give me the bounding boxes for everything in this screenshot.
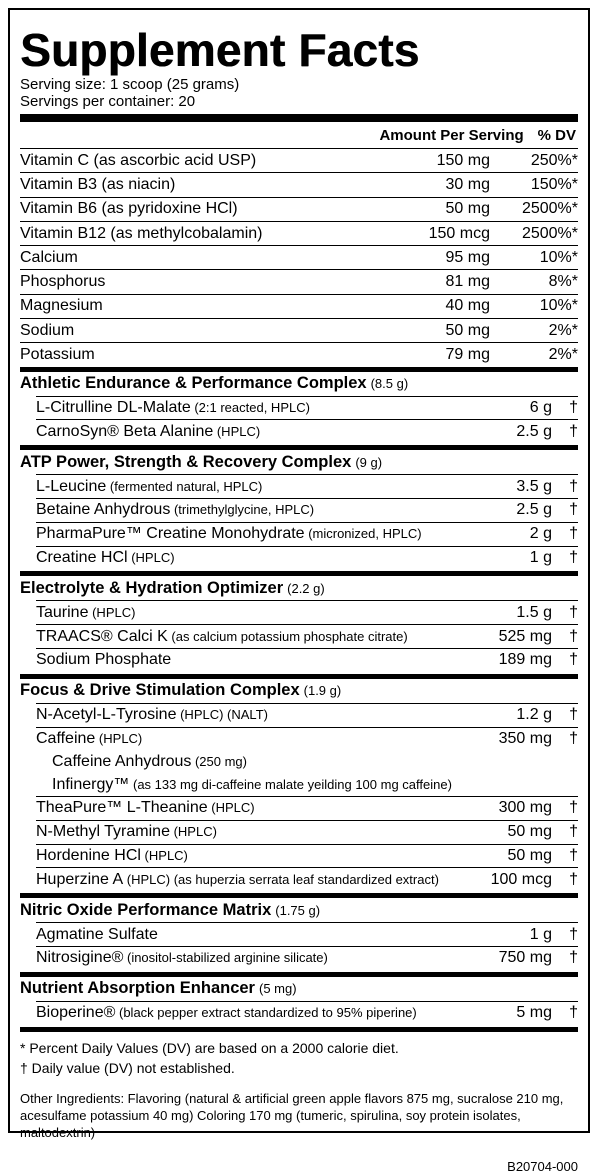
section-title	[20, 372, 578, 396]
ingredient-note: (HPLC) (NALT)	[176, 707, 268, 723]
ingredient-row	[36, 844, 578, 868]
ingredient-row	[36, 703, 578, 727]
section-title	[20, 576, 578, 600]
nutrient-dv: 2500%*	[521, 224, 578, 242]
vitamin-row	[20, 222, 578, 246]
ingredient-note: (HPLC) (as huperzia serrata leaf standardized extract)	[123, 871, 439, 887]
divider-thick	[20, 114, 578, 122]
nutrient-dv: 8%*	[548, 273, 578, 291]
nutrient-amount: 150 mg	[436, 151, 490, 169]
ingredient-dv: †	[569, 627, 578, 645]
ingredient-name: TRAACS® Calci K	[36, 627, 168, 645]
ingredient-note: (HPLC)	[207, 800, 255, 816]
nutrient-amount: 50 mg	[445, 200, 490, 218]
nutrient-dv: 10%*	[539, 248, 578, 266]
nutrient-amount: 50 mg	[445, 321, 490, 339]
ingredient-row	[36, 820, 578, 844]
ingredient-amount: 1.5 g	[516, 603, 552, 621]
ingredient-amount: 3.5 g	[516, 477, 552, 495]
ingredient-name-cell	[36, 423, 452, 441]
section-title	[20, 679, 578, 703]
nutrient-name: Vitamin B6 (as pyridoxine HCl)	[20, 200, 238, 218]
ingredient-row	[52, 773, 578, 796]
ingredient-name: PharmaPure™ Creatine Monohydrate	[36, 525, 305, 543]
supplement-facts-panel	[8, 8, 590, 1174]
ingredient-row	[36, 600, 578, 624]
ingredient-name-cell	[36, 604, 452, 622]
ingredient-row	[36, 922, 578, 946]
ingredient-note: (as 133 mg di-caffeine malate yeilding 100 mg caffeine)	[129, 776, 452, 792]
section-name: Nutrient Absorption Enhancer	[20, 979, 255, 998]
ingredient-note: (black pepper extract standardized to 95% piperine)	[115, 1005, 417, 1021]
panel-title: Supplement Facts	[20, 24, 420, 76]
ingredient-note: (HPLC)	[88, 604, 136, 620]
vitamin-row	[20, 173, 578, 197]
ingredient-name: Caffeine	[36, 730, 96, 748]
ingredient-amount: 350 mg	[498, 730, 552, 748]
ingredient-row	[36, 396, 578, 420]
nutrient-amount: 40 mg	[445, 297, 490, 315]
ingredient-dv: †	[569, 823, 578, 841]
section-name: Electrolyte & Hydration Optimizer	[20, 578, 284, 597]
column-header	[20, 122, 578, 149]
ingredient-amount: 189 mg	[498, 651, 552, 669]
ingredient-amount: 2.5 g	[516, 422, 552, 440]
ingredient-name: Sodium Phosphate	[36, 651, 172, 669]
vitamin-row	[20, 270, 578, 294]
ingredient-name: CarnoSyn® Beta Alanine	[36, 422, 214, 440]
nutrient-amount: 81 mg	[445, 273, 490, 291]
section-name: Focus & Drive Stimulation Complex	[20, 681, 300, 700]
nutrient-amount: 95 mg	[445, 248, 490, 266]
ingredient-dv: †	[569, 477, 578, 495]
ingredient-note: (HPLC)	[127, 550, 175, 566]
ingredient-dv: †	[569, 730, 578, 748]
vitamin-table	[20, 149, 578, 367]
serving-size: Serving size: 1 scoop (25 grams)	[20, 76, 240, 93]
ingredient-name-cell	[36, 799, 452, 817]
ingredient-name: Agmatine Sulfate	[36, 925, 158, 943]
ingredient-amount: 300 mg	[498, 799, 552, 817]
section-title	[20, 977, 578, 1001]
ingredient-amount: 100 mcg	[490, 870, 552, 888]
ingredient-name: Nitrosigine®	[36, 949, 124, 967]
other-ingredients: Other Ingredients: Flavoring (natural & artificial green apple flavors 875 mg, sucralose 210 mg, acesulfame potassium 40 mg) Coloring 170 mg (tumeric, spirulina, soy protein isolates, maltodextrin)	[20, 1090, 564, 1140]
ingredient-name-cell	[36, 628, 452, 646]
ingredient-name: TheaPure™ L-Theanine	[36, 799, 208, 817]
ingredient-name: Creatine HCl	[36, 549, 128, 567]
ingredient-note: (inositol-stabilized arginine silicate)	[123, 950, 328, 966]
ingredient-row	[36, 727, 578, 751]
ingredient-note: (fermented natural, HPLC)	[106, 478, 263, 494]
ingredient-amount: 6 g	[529, 399, 552, 417]
ingredient-name-cell	[36, 549, 452, 567]
ingredient-row	[36, 796, 578, 820]
ingredient-name: Bioperine®	[36, 1004, 116, 1022]
ingredient-dv: †	[569, 549, 578, 567]
nutrient-dv: 2500%*	[521, 200, 578, 218]
ingredient-dv: †	[569, 651, 578, 669]
vitamin-row	[20, 319, 578, 343]
ingredient-amount: 1 g	[529, 925, 552, 943]
nutrient-dv: 10%*	[539, 297, 578, 315]
ingredient-name: L-Leucine	[36, 477, 107, 495]
ingredient-amount: 50 mg	[507, 847, 552, 865]
nutrient-name: Phosphorus	[20, 273, 106, 291]
ingredient-name: N-Acetyl-L-Tyrosine	[36, 706, 177, 724]
ingredient-name-cell	[36, 926, 452, 944]
ingredient-dv: †	[569, 949, 578, 967]
ingredient-name: Betaine Anhydrous	[36, 501, 171, 519]
ingredient-amount: 50 mg	[507, 823, 552, 841]
ingredient-name-cell	[36, 871, 452, 889]
ingredient-row	[36, 474, 578, 498]
section-name: Nitric Oxide Performance Matrix	[20, 900, 272, 919]
section-weight: (2.2 g)	[287, 580, 325, 596]
nutrient-dv: 150%*	[530, 175, 578, 193]
section-weight: (5 mg)	[258, 981, 297, 997]
vitamin-row	[20, 343, 578, 366]
ingredient-dv: †	[569, 525, 578, 543]
ingredient-row	[36, 1001, 578, 1025]
ingredient-name-cell	[36, 399, 452, 417]
ingredient-name-cell	[36, 949, 452, 967]
footnotes	[20, 1032, 578, 1078]
section-weight: (1.9 g)	[303, 683, 342, 699]
ingredient-note: (HPLC)	[213, 423, 261, 439]
ingredient-row	[36, 648, 578, 672]
ingredient-dv: †	[569, 925, 578, 943]
vitamin-row	[20, 149, 578, 173]
ingredient-dv: †	[569, 501, 578, 519]
ingredient-note: (2:1 reacted, HPLC)	[190, 400, 310, 416]
ingredient-name-cell	[36, 706, 452, 724]
vitamin-row	[20, 246, 578, 270]
ingredient-note: (trimethylglycine, HPLC)	[170, 502, 315, 518]
ingredient-name-cell	[36, 478, 452, 496]
ingredient-name: N-Methyl Tyramine	[36, 823, 170, 841]
nutrient-name: Calcium	[20, 248, 78, 266]
dv-header: % DV	[537, 126, 576, 144]
ingredient-name: Hordenine HCl	[36, 847, 141, 865]
ingredient-amount: 5 mg	[516, 1004, 552, 1022]
ingredient-note: (HPLC)	[140, 848, 188, 864]
nutrient-name: Vitamin B3 (as niacin)	[20, 175, 176, 193]
nutrient-name: Magnesium	[20, 297, 103, 315]
ingredient-name-cell	[36, 651, 452, 669]
ingredient-dv: †	[569, 422, 578, 440]
ingredient-name: Taurine	[36, 603, 89, 621]
section-weight: (1.75 g)	[275, 902, 321, 918]
nutrient-name: Vitamin C (as ascorbic acid USP)	[20, 151, 257, 169]
ingredient-name-cell	[36, 525, 452, 543]
section-weight: (9 g)	[355, 454, 383, 470]
ingredient-name-cell	[36, 823, 452, 841]
nutrient-name: Vitamin B12 (as methylcobalamin)	[20, 224, 263, 242]
nutrient-name: Sodium	[20, 321, 75, 339]
ingredient-row	[36, 867, 578, 891]
ingredient-name-cell	[36, 501, 452, 519]
ingredient-dv: †	[569, 603, 578, 621]
section-title	[20, 450, 578, 474]
ingredient-name: Caffeine Anhydrous	[52, 752, 192, 770]
nutrient-dv: 2%*	[548, 346, 578, 364]
section-weight: (8.5 g)	[370, 376, 409, 392]
ingredient-name: L-Citrulline DL-Malate	[36, 399, 191, 417]
section-name: Athletic Endurance & Performance Complex	[20, 374, 367, 393]
ingredient-row	[36, 522, 578, 546]
vitamin-row	[20, 198, 578, 222]
ingredient-dv: †	[569, 706, 578, 724]
footnote-dagger: † Daily value (DV) not established.	[20, 1059, 235, 1076]
ingredient-row	[36, 498, 578, 522]
nutrient-dv: 250%*	[530, 151, 578, 169]
complex-sections	[20, 372, 578, 1032]
ingredient-row	[36, 419, 578, 443]
ingredient-row	[36, 546, 578, 570]
servings-per-container: Servings per container: 20	[20, 93, 196, 110]
ingredient-row	[52, 750, 578, 773]
footnote-dv: * Percent Daily Values (DV) are based on a 2000 calorie diet.	[20, 1039, 399, 1056]
ingredient-dv: †	[569, 399, 578, 417]
ingredient-name-cell	[36, 730, 452, 748]
section-name: ATP Power, Strength & Recovery Complex	[20, 452, 352, 471]
ingredient-note: (as calcium potassium phosphate citrate)	[167, 628, 408, 644]
ingredient-name: Huperzine A	[36, 870, 124, 888]
ingredient-name: Infinergy™	[52, 775, 130, 793]
vitamin-row	[20, 295, 578, 319]
ingredient-amount: 1.2 g	[516, 706, 552, 724]
ingredient-note: (micronized, HPLC)	[304, 526, 422, 542]
ingredient-note: (250 mg)	[191, 753, 247, 769]
ingredient-amount: 750 mg	[498, 949, 552, 967]
ingredient-row	[36, 946, 578, 970]
ingredient-note: (HPLC)	[169, 824, 217, 840]
product-code: B20704-000	[507, 1158, 578, 1174]
ingredient-name-cell	[36, 847, 452, 865]
section-title	[20, 898, 578, 922]
nutrient-dv: 2%*	[548, 321, 578, 339]
ingredient-row	[36, 624, 578, 648]
ingredient-dv: †	[569, 870, 578, 888]
ingredient-amount: 2.5 g	[516, 501, 552, 519]
ingredient-dv: †	[569, 799, 578, 817]
amount-header: Amount Per Serving	[379, 126, 524, 144]
ingredient-dv: †	[569, 847, 578, 865]
ingredient-name-cell	[36, 1004, 452, 1022]
ingredient-name-cell	[52, 753, 452, 771]
ingredient-dv: †	[569, 1004, 578, 1022]
ingredient-name-cell	[52, 776, 452, 794]
nutrient-name: Potassium	[20, 346, 95, 364]
ingredient-amount: 525 mg	[498, 627, 552, 645]
nutrient-amount: 150 mcg	[428, 224, 490, 242]
ingredient-amount: 2 g	[529, 525, 552, 543]
ingredient-note: (HPLC)	[95, 731, 143, 747]
nutrient-amount: 79 mg	[445, 346, 490, 364]
nutrient-amount: 30 mg	[445, 175, 490, 193]
ingredient-amount: 1 g	[529, 549, 552, 567]
